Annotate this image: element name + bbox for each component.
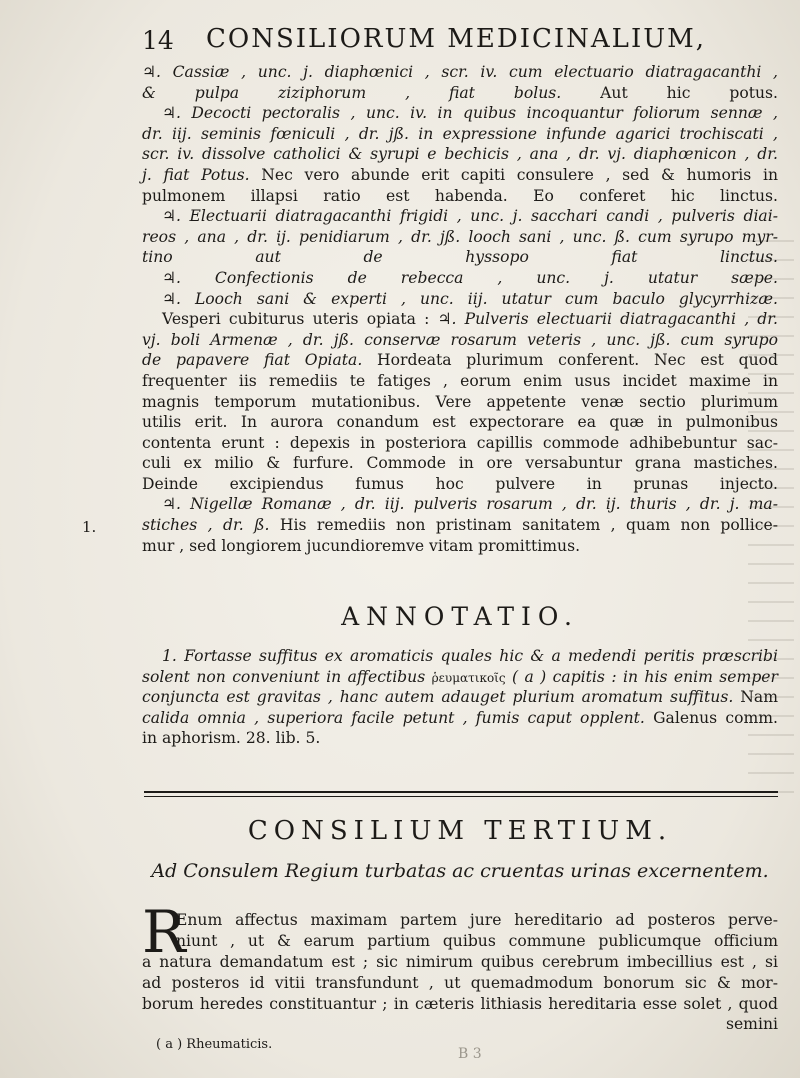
text-line: reos , ana , dr. ij. penidiarum , dr. jß. looch sani , unc. ß. cum syrupo myr- <box>142 227 778 246</box>
text-span: de papavere fiat Opiata. <box>142 351 378 370</box>
text-span: j. fiat Potus. <box>142 165 262 184</box>
text-line: ♃. Looch sani & experti , unc. iij. utatur cum baculo glycyrrhizæ. <box>162 289 778 308</box>
prescriptions-text <box>142 62 778 556</box>
text-line <box>142 515 778 536</box>
text-line: mur , sed longiorem jucundioremve vitam promittimus. <box>142 536 581 555</box>
text-line <box>142 309 778 330</box>
text-span: solent non conveniunt in affectibus <box>142 667 432 686</box>
annotatio-heading: ANNOTATIO. <box>341 602 579 631</box>
text-line: ♃. Electuarii diatragacanthi frigidi , unc. j. sacchari candi , pulveris diai- <box>162 207 778 226</box>
text-line: magnis temporum mutationibus. Vere appetente venæ sectio plurimum <box>142 392 778 411</box>
text-line: dr. iij. seminis fœniculi , dr. jß. in expressione infunde agarici trochiscati , <box>142 124 778 143</box>
text-line: scr. iv. dissolve catholici & syrupi e bechicis , ana , dr. vj. diaphœnicon , dr. <box>142 145 778 164</box>
signature-mark: B 3 <box>458 1046 482 1062</box>
text-line: utilis erit. In aurora conandum est expectorare ea quæ in pulmonibus <box>142 413 778 432</box>
text-line: borum heredes constituantur ; in cæteris lithiasis hereditaria esse solet , quod <box>142 995 778 1013</box>
drop-cap: R <box>142 898 186 966</box>
text-line <box>142 687 778 708</box>
text-span: Vesperi cubiturus uteris opiata : <box>162 310 438 329</box>
text-span: calida omnia , superiora facile petunt , fumis caput opplent. <box>142 708 654 727</box>
text-line: tino aut de hyssopo fiat linctus. <box>142 248 778 267</box>
text-line: ♃. Nigellæ Romanæ , dr. iij. pulveris rosarum , dr. ij. thuris , dr. j. ma- <box>162 495 778 514</box>
text-line: frequenter iis remediis te fatiges , eorum enim usus incidet maxime in <box>142 371 778 390</box>
footnote: ( a ) Rheumaticis. <box>156 1037 273 1052</box>
text-span: ῥευματικοῖς <box>431 670 506 685</box>
text-line: ♃. Confectionis de rebecca , unc. j. utatur sæpe. <box>162 268 778 287</box>
consilium-body <box>142 910 778 1015</box>
text-span: conjuncta est gravitas , hanc autem adauget plurium aromatum suffitus. <box>142 688 741 707</box>
text-line <box>142 350 778 371</box>
text-line: contenta erunt : depexis in posteriora capillis commode adhibebuntur sac- <box>142 433 778 452</box>
text-span: stiches , dr. ß. <box>142 516 280 535</box>
text-span: ♃. Pulveris electuarii diatragacanthi , dr. <box>437 310 778 329</box>
text-span: & pulpa ziziphorum , fiat bolus. <box>142 83 601 102</box>
text-line: ad posteros id vitii transfundunt , ut quemadmodum bonorum sic & mor- <box>142 974 778 992</box>
text-line: niunt , ut & earum partium quibus commune publicumque officium <box>176 932 778 950</box>
text-line <box>142 667 778 688</box>
text-line: ♃. Cassiæ , unc. j. diaphœnici , scr. iv. cum electuario diatragacanthi , <box>142 63 778 81</box>
margin-note: 1. <box>82 518 97 536</box>
catchword: semini <box>725 1015 778 1033</box>
text-line: ♃. Decocti pectoralis , unc. iv. in quibus incoquantur foliorum sennæ , <box>162 104 778 123</box>
text-line: Deinde excipiendus fumus hoc pulvere in prunas injecto. <box>142 474 778 493</box>
text-span: Aut hic potus. <box>600 83 778 102</box>
text-line: culi ex milio & furfure. Commode in ore versabuntur grana mastiches. <box>142 454 778 473</box>
running-title: CONSILIORUM MEDICINALIUM, <box>206 24 707 54</box>
text-line <box>142 708 778 729</box>
text-span: Nec vero abunde erit capiti consulere , sed & humoris in <box>261 165 778 184</box>
text-line: in aphorism. 28. lib. 5. <box>142 729 321 748</box>
annotatio-text <box>142 646 778 749</box>
text-line <box>142 83 778 104</box>
text-line: 1. Fortasse suffitus ex aromaticis quales hic & a medendi peritis præscribi <box>162 647 778 665</box>
consilium-subtitle: Ad Consulem Regium turbatas ac cruentas urinas excernentem. <box>151 860 769 882</box>
section-rule-thin <box>144 796 778 797</box>
text-span: Nam <box>740 688 778 707</box>
text-line: vj. boli Armenæ , dr. jß. conservæ rosarum veteris , unc. jß. cum syrupo <box>142 330 778 349</box>
text-span: His remediis non pristinam sanitatem , quam non pollice- <box>279 516 778 535</box>
text-span: Hordeata plurimum conferent. Nec est quod <box>377 351 779 370</box>
text-line <box>142 165 778 186</box>
text-span: Galenus comm. <box>653 708 779 727</box>
page-header <box>142 22 782 58</box>
page-number: 14 <box>142 26 174 55</box>
text-line: pulmonem illapsi ratio est habenda. Eo conferet hic linctus. <box>142 186 778 205</box>
consilium-heading: CONSILIUM TERTIUM. <box>247 816 673 846</box>
text-line: Enum affectus maximam partem jure hereditario ad posteros perve- <box>176 911 778 929</box>
section-rule <box>144 791 778 793</box>
text-span: ( a ) capitis : in his enim semper <box>505 667 778 686</box>
text-line: a natura demandatum est ; sic nimirum quibus cerebrum imbecillius est , si <box>142 953 778 971</box>
